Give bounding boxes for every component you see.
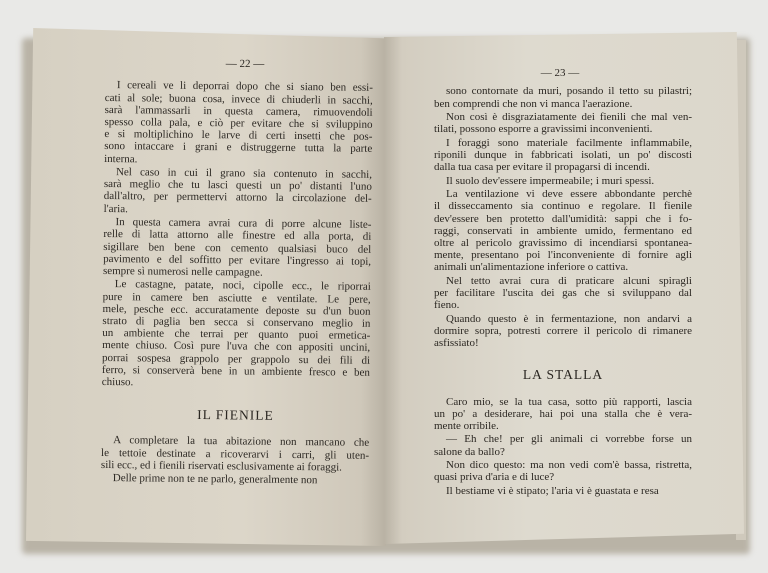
text-line: sono contornate da muri, posando il tetto su pilastri;: [446, 85, 692, 98]
paragraph: [104, 166, 372, 218]
paragraph: [434, 188, 692, 273]
text-line: Nel caso in cui il grano sia contenuto in sacchi,: [115, 166, 373, 181]
text-line: Caro mio, se la tua casa, sotto più rapporti, lascia: [446, 395, 692, 408]
text-line: Il suolo dev'essere impermeabile; i muri spessi.: [446, 174, 655, 187]
text-line: quasi priva d'aria e di luce?: [434, 471, 555, 484]
text-line: Il bestiame vi è stipato; l'aria vi è guastata e resa: [446, 484, 659, 497]
text-line: sigillare ben bene con cemento qualsiasi buco del: [103, 240, 372, 256]
text-line: mente orribile.: [434, 419, 499, 432]
text-line: fieno.: [434, 299, 460, 312]
right-page-text: [434, 84, 692, 497]
text-line: oltre al pericolo gravissimo di incendiarsi spontanea-: [434, 236, 692, 249]
paragraph: [434, 313, 692, 350]
paragraph: [434, 275, 692, 312]
section-heading: LA STALLA: [522, 367, 604, 383]
text-line: salone da ballo?: [434, 445, 505, 458]
paragraph: [434, 137, 692, 174]
paragraph: [434, 175, 692, 187]
text-line: relle di latta attorno alle finestre ed alla porta, di: [103, 228, 372, 244]
text-line: l'aria.: [103, 202, 128, 215]
text-line: tilati, possono esporre a gravissimi inconvenienti.: [434, 123, 653, 136]
text-line: sili ecc., ed i fienili riservati esclusivamente ai foraggi.: [100, 458, 342, 474]
text-line: ben comprendi che non vi manca l'aerazione.: [434, 97, 633, 110]
text-line: un po' a desiderare, hai poi una stalla che è vera-: [434, 407, 692, 420]
text-line: chiuso.: [101, 376, 134, 389]
right-page-number: — 23 —: [540, 67, 580, 79]
paragraph: [434, 459, 692, 483]
text-line: Nel tetto avrai cura di praticare alcuni spiragli: [446, 274, 692, 287]
text-line: un ambiente che terrai per quanto puoi ermetica-: [102, 327, 371, 343]
text-line: sempre sì numerosi nelle campagne.: [102, 264, 263, 279]
text-line: — Eh che! per gli animali ci vorrebbe forse un: [446, 433, 692, 446]
text-line: sarà l'ammassarli in questa camera, rimuovendoli: [104, 103, 373, 119]
text-line: sono intaccare i grani e distruggerne tutta la parte: [104, 140, 373, 156]
left-page-text: [101, 78, 373, 487]
text-line: per facilitare l'uscita dei gas che si sviluppano dal: [434, 287, 692, 300]
text-line: animali un'alimentazione inferiore o cattiva.: [434, 261, 629, 274]
text-line: Delle prime non te ne parlo, generalmente non: [112, 472, 318, 487]
text-line: raggi, conservati in ambiente umido, fermentano ed: [434, 224, 692, 237]
paragraph: [434, 85, 692, 109]
text-line: asfissiato!: [434, 337, 479, 350]
text-line: Non dico questo: ma non vedi com'è bassa, ristretta,: [446, 459, 692, 472]
text-line: dall'altro, per permettervi attorno la circolazione del-: [103, 190, 372, 206]
text-line: I cereali ve li deporrai dopo che si siano ben essi-: [116, 79, 373, 95]
text-line: ferro, si conserverà bene in un ambiente fresco e ben: [101, 363, 370, 379]
paragraph: [434, 433, 692, 457]
paragraph: [434, 396, 692, 433]
text-line: dev'essere ben protetto dall'umidità: sappi che i fo-: [434, 212, 692, 225]
paragraph: [434, 111, 692, 135]
text-line: dalla tua casa per evitare il propagarsi di incendi.: [434, 161, 650, 174]
text-line: La ventilazione vi deve essere abbondante perchè: [446, 188, 692, 201]
left-page-number: — 22 —: [225, 57, 265, 71]
text-line: mente, presentano poi l'inconveniente di fornire agli: [434, 249, 692, 262]
text-line: dormire sopra, potresti correre il pericolo di rimanere: [434, 324, 692, 337]
text-line: le tettoie destinate a ricoverarvi i carri, gli uten-: [101, 446, 370, 462]
text-line: I foraggi sono materiale facilmente inflammabile,: [446, 136, 692, 149]
text-line: sarà meglio che tu lasci questi un po' distanti l'uno: [103, 178, 372, 194]
text-line: A completare la tua abitazione non mancano che: [113, 434, 370, 450]
text-line: mele, pesche ecc. accuratamente deposte su d'un buon: [102, 302, 371, 318]
paragraph: [104, 79, 373, 167]
text-line: Quando questo è in fermentazione, non andarvi a: [446, 312, 692, 325]
text-line: e si moltiplichino le larve di certi insetti che pos-: [104, 128, 373, 143]
text-line: pure in camere ben asciutte e ventilate. Le pere,: [102, 290, 371, 306]
text-line: mente chiuso. Così pure l'uva che con appositi uncini,: [102, 339, 371, 355]
text-line: pavimento e del soffitto per evitare l'ingresso ai topi,: [103, 252, 372, 268]
paragraph: [434, 485, 692, 497]
section-heading: IL FIENILE: [197, 407, 274, 424]
text-line: Le castagne, patate, noci, cipolle ecc., le riporrai: [114, 278, 371, 294]
text-line: spesso colla pala, e ciò per evitare che si sviluppino: [104, 115, 373, 131]
paragraph: [102, 278, 371, 391]
text-line: interna.: [104, 152, 138, 165]
text-line: il disseccamento sia continuo e regolare. Il fienile: [434, 200, 692, 213]
paragraph: [103, 216, 372, 280]
paragraph: [101, 434, 369, 473]
text-line: strato di paglia ben secca si conservano meglio in: [102, 315, 371, 330]
text-line: riponili dunque in fabbricati isolati, un po' discosti: [434, 148, 692, 161]
text-line: Non così è disgraziatamente dei fienili che mal ven-: [446, 111, 692, 123]
text-line: cati al sole; buona cosa, invece di chiuderli in sacchi,: [104, 91, 373, 107]
text-line: porrai sospesa grappolo per grappolo su dei fili di: [102, 351, 371, 367]
text-line: In questa camera avrai cura di porre alcune liste-: [115, 216, 372, 231]
